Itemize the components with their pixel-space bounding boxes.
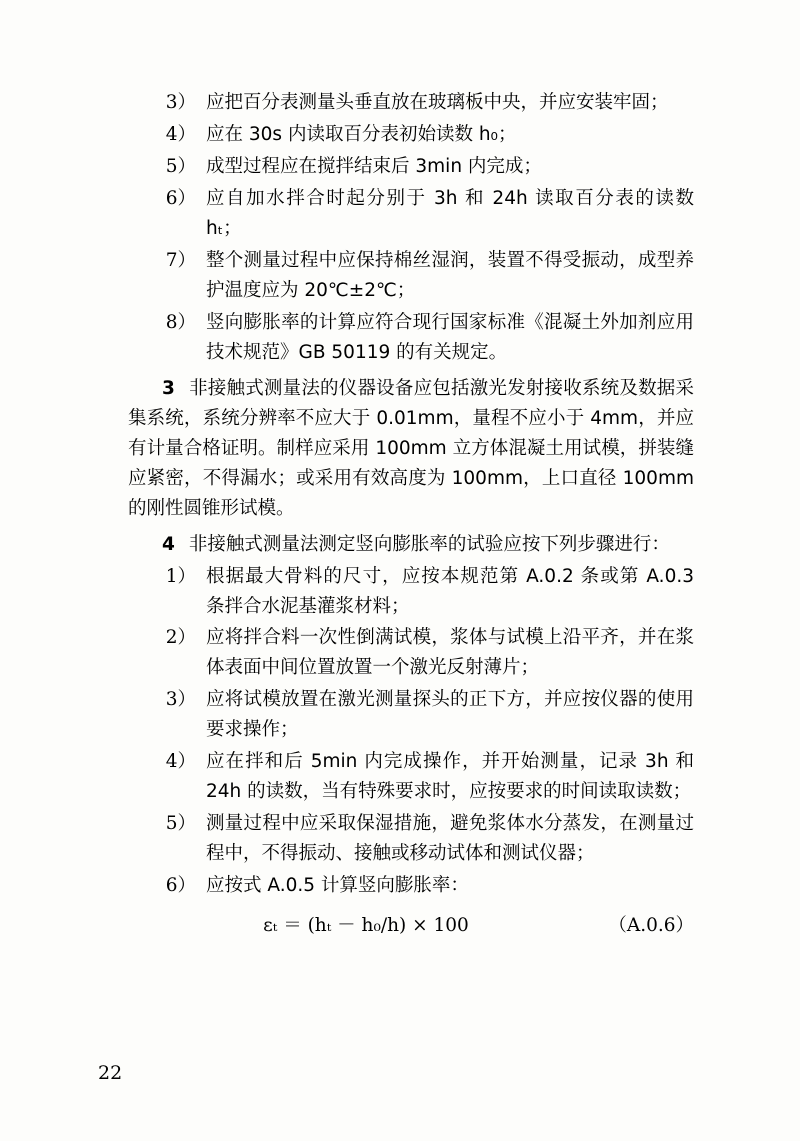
numbered-list-top: [156, 88, 694, 368]
list-marker: 6）: [165, 875, 196, 897]
list-item: [156, 747, 694, 807]
list-text: 应在拌和后 5min 内完成操作，并开始测量，记录 3h 和 24h 的读数，当有特殊要求时，应按要求的时间读取读数；: [206, 751, 694, 803]
list-text: 测量过程中应采取保湿措施，避免浆体水分蒸发，在测量过程中，不得振动、接触或移动试体和测试仪器；: [206, 813, 694, 865]
list-item: [156, 623, 694, 683]
formula-expression: εₜ ＝ (hₜ － h₀/h) × 100: [263, 915, 469, 937]
formula-number: （A.0.6）: [608, 915, 694, 937]
clause-3-number: 3: [162, 377, 175, 399]
clause-4-text: 非接触式测量法测定竖向膨胀率的试验应按下列步骤进行：: [188, 533, 670, 555]
list-marker: 6）: [165, 187, 196, 209]
list-text: 应自加水拌合时起分别于 3h 和 24h 读取百分表的读数 hₜ；: [206, 187, 694, 239]
list-marker: 2）: [165, 627, 196, 649]
list-text: 应在 30s 内读取百分表初始读数 h₀；: [206, 123, 517, 145]
list-text: 应将拌合料一次性倒满试模，浆体与试模上沿平齐，并在浆体表面中间位置放置一个激光反射薄片；: [206, 627, 694, 679]
list-item: [156, 88, 694, 118]
list-item: [156, 152, 694, 182]
list-text: 成型过程应在搅拌结束后 3min 内完成；: [206, 155, 542, 177]
list-item: [156, 120, 694, 150]
list-text: 整个测量过程中应保持棉丝湿润，装置不得受振动，成型养护温度应为 20℃±2℃；: [206, 249, 694, 301]
clause-4-number: 4: [162, 533, 175, 555]
list-item: [156, 308, 694, 368]
list-marker: 7）: [165, 249, 196, 271]
list-item: [156, 184, 694, 244]
list-marker: 1）: [165, 565, 196, 587]
list-marker: 5）: [165, 813, 196, 835]
list-text: 应将试模放置在激光测量探头的正下方，并应按仪器的使用要求操作；: [206, 689, 694, 741]
numbered-list-bottom: [156, 562, 694, 902]
formula-row: [128, 911, 694, 937]
page-number: 22: [98, 1062, 123, 1084]
list-item: [156, 246, 694, 306]
clause-4: [128, 530, 694, 560]
list-text: 根据最大骨料的尺寸，应按本规范第 A.0.2 条或第 A.0.3 条拌合水泥基灌浆材料；: [206, 565, 694, 617]
clause-3: [128, 374, 694, 524]
list-text: 应把百分表测量头垂直放在玻璃板中央，并应安装牢固；: [206, 92, 669, 113]
list-item: [156, 809, 694, 869]
list-marker: 3）: [165, 92, 196, 113]
list-marker: 3）: [165, 689, 196, 711]
list-text: 竖向膨胀率的计算应符合现行国家标准《混凝土外加剂应用技术规范》GB 50119 的有关规定。: [206, 311, 694, 363]
list-marker: 5）: [165, 155, 196, 177]
list-marker: 4）: [165, 123, 196, 145]
list-marker: 4）: [165, 751, 196, 773]
page-content: [128, 88, 694, 941]
list-text: 应按式 A.0.5 计算竖向膨胀率：: [206, 875, 469, 897]
list-item: [156, 685, 694, 745]
list-item: [156, 562, 694, 622]
list-marker: 8）: [165, 311, 196, 333]
clause-3-text: 非接触式测量法的仪器设备应包括激光发射接收系统及数据采集系统，系统分辨率不应大于 0.01mm，量程不应小于 4mm，并应有计量合格证明。制样应采用 100mm 立方体混凝土用试模，拼装缝应紧密，不得漏水；或采用有效高度为 100mm，上口直径 100mm 的刚性圆锥形试模。: [128, 377, 694, 519]
list-item: [156, 871, 694, 901]
